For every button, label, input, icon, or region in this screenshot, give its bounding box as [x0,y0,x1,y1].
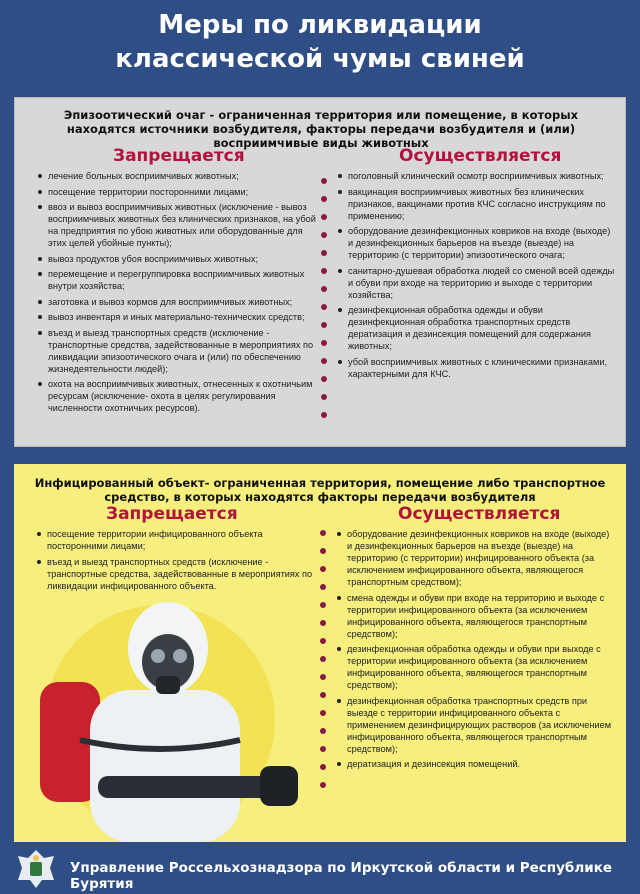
infected-forbidden-list [36,528,316,595]
focus-performed-item: вакцинация восприимчивых животных без клинических признаков, вакцинами против КЧС согласно инструкциям по применению; [337,186,617,222]
focus-forbidden-item: вывоз инвентаря и иных материально-технических средств; [37,311,319,323]
focus-performed-item: убой восприимчивых животных с клиническими признаками, характерными для КЧС. [337,356,617,380]
title-line-1: Меры по ликвидации [158,10,482,40]
infected-object-definition: Инфицированный объект- ограниченная территория, помещение либо транспортное средство, в которых находятся факторы передачи возбудителя [34,476,606,504]
focus-forbidden-item: лечение больных восприимчивых животных; [37,170,319,182]
infected-forbidden-item: въезд и выезд транспортных средств (исключение - транспортные средства, задействованные в мероприятиях по ликвидации инфицированного объекта. [36,556,316,592]
infected-performed-item: оборудование дезинфекционных ковриков на входе (выходе) и дезинфекционных барьеров на въезде (выезде) на территорию (с территории) инфицированного объекта (за исключением инфицированного объекта, являющегося транспортным средством); [336,528,616,588]
focus-performed-item: санитарно-душевая обработка людей со сменой всей одежды и обуви при входе на территорию и выходе с территории хозяйства; [337,265,617,301]
infected-performed-heading: Осуществляется [398,504,561,524]
infected-forbidden-heading: Запрещается [106,504,238,524]
focus-column-divider [321,178,327,430]
focus-forbidden-list [37,170,319,418]
focus-forbidden-item: въезд и выезд транспортных средств (исключение - транспортные средства, задействованные в мероприятиях по ликвидации эпизоотического очага и (или) по обеспечению жизнедеятельности людей); [37,327,319,375]
focus-forbidden-item: посещение территории посторонними лицами; [37,186,319,198]
focus-forbidden-heading: Запрещается [113,146,245,166]
focus-performed-item: поголовный клинический осмотр восприимчивых животных; [337,170,617,182]
focus-forbidden-item: вывоз продуктов убоя восприимчивых животных; [37,253,319,265]
focus-performed-heading: Осуществляется [399,146,562,166]
page-title [0,0,640,82]
disinfection-worker-illustration [40,590,310,842]
infected-forbidden-item: посещение территории инфицированного объекта посторонними лицами; [36,528,316,552]
title-line-2: классической чумы свиней [115,44,525,74]
epizootic-focus-panel [14,97,626,447]
agency-emblem-icon [14,848,58,890]
focus-performed-item: оборудование дезинфекционных ковриков на входе (выходе) и дезинфекционных барьеров на въезде (выезде) на территорию (с территории) эпизоотического очага; [337,225,617,261]
infected-column-divider [320,530,326,800]
infected-performed-list [336,528,616,774]
infected-performed-item: дезинфекционная обработка транспортных средств при выезде с территории инфицированного объекта с применением дезинфицирующих растворов (за исключением инфицированного объекта, являющегося транспортным средством); [336,695,616,755]
focus-forbidden-item: заготовка и вывоз кормов для восприимчивых животных; [37,296,319,308]
infected-performed-item: смена одежды и обуви при входе на территорию и выходе с территории инфицированного объекта (за исключением инфицированного объекта, являющегося транспортным средством); [336,592,616,640]
focus-forbidden-item: охота на восприимчивых животных, отнесенных к охотничьим ресурсам (исключение- охота в целях регулирования численности охотничьих ресурсов). [37,378,319,414]
focus-performed-list [337,170,617,383]
infected-performed-item: дератизация и дезинсекция помещений. [336,758,616,770]
footer-agency-name: Управление Россельхознадзора по Иркутской области и Республике Бурятия [70,860,613,892]
infected-performed-item: дезинфекционная обработка одежды и обуви при выходе с территории инфицированного объекта (за исключением инфицированного объекта, являющегося транспортным средством); [336,643,616,691]
focus-performed-item: дезинфекционная обработка одежды и обуви дезинфекционная обработка транспортных средств дератизация и дезинсекция помещений для содержания животных; [337,304,617,352]
footer [0,842,640,894]
focus-forbidden-item: перемещение и перегруппировка восприимчивых животных внутри хозяйства; [37,268,319,292]
epizootic-focus-definition: Эпизоотический очаг - ограниченная территория или помещение, в которых находятся источники возбудителя, факторы передачи возбудителя и (или) восприимчивые виды животных [63,108,579,150]
focus-forbidden-item: ввоз и вывоз восприимчивых животных (исключение - вывоз восприимчивых животных без клинических признаков, на убой на предприятия по убою животных или оборудованные для этих целей убойные пункты); [37,201,319,249]
